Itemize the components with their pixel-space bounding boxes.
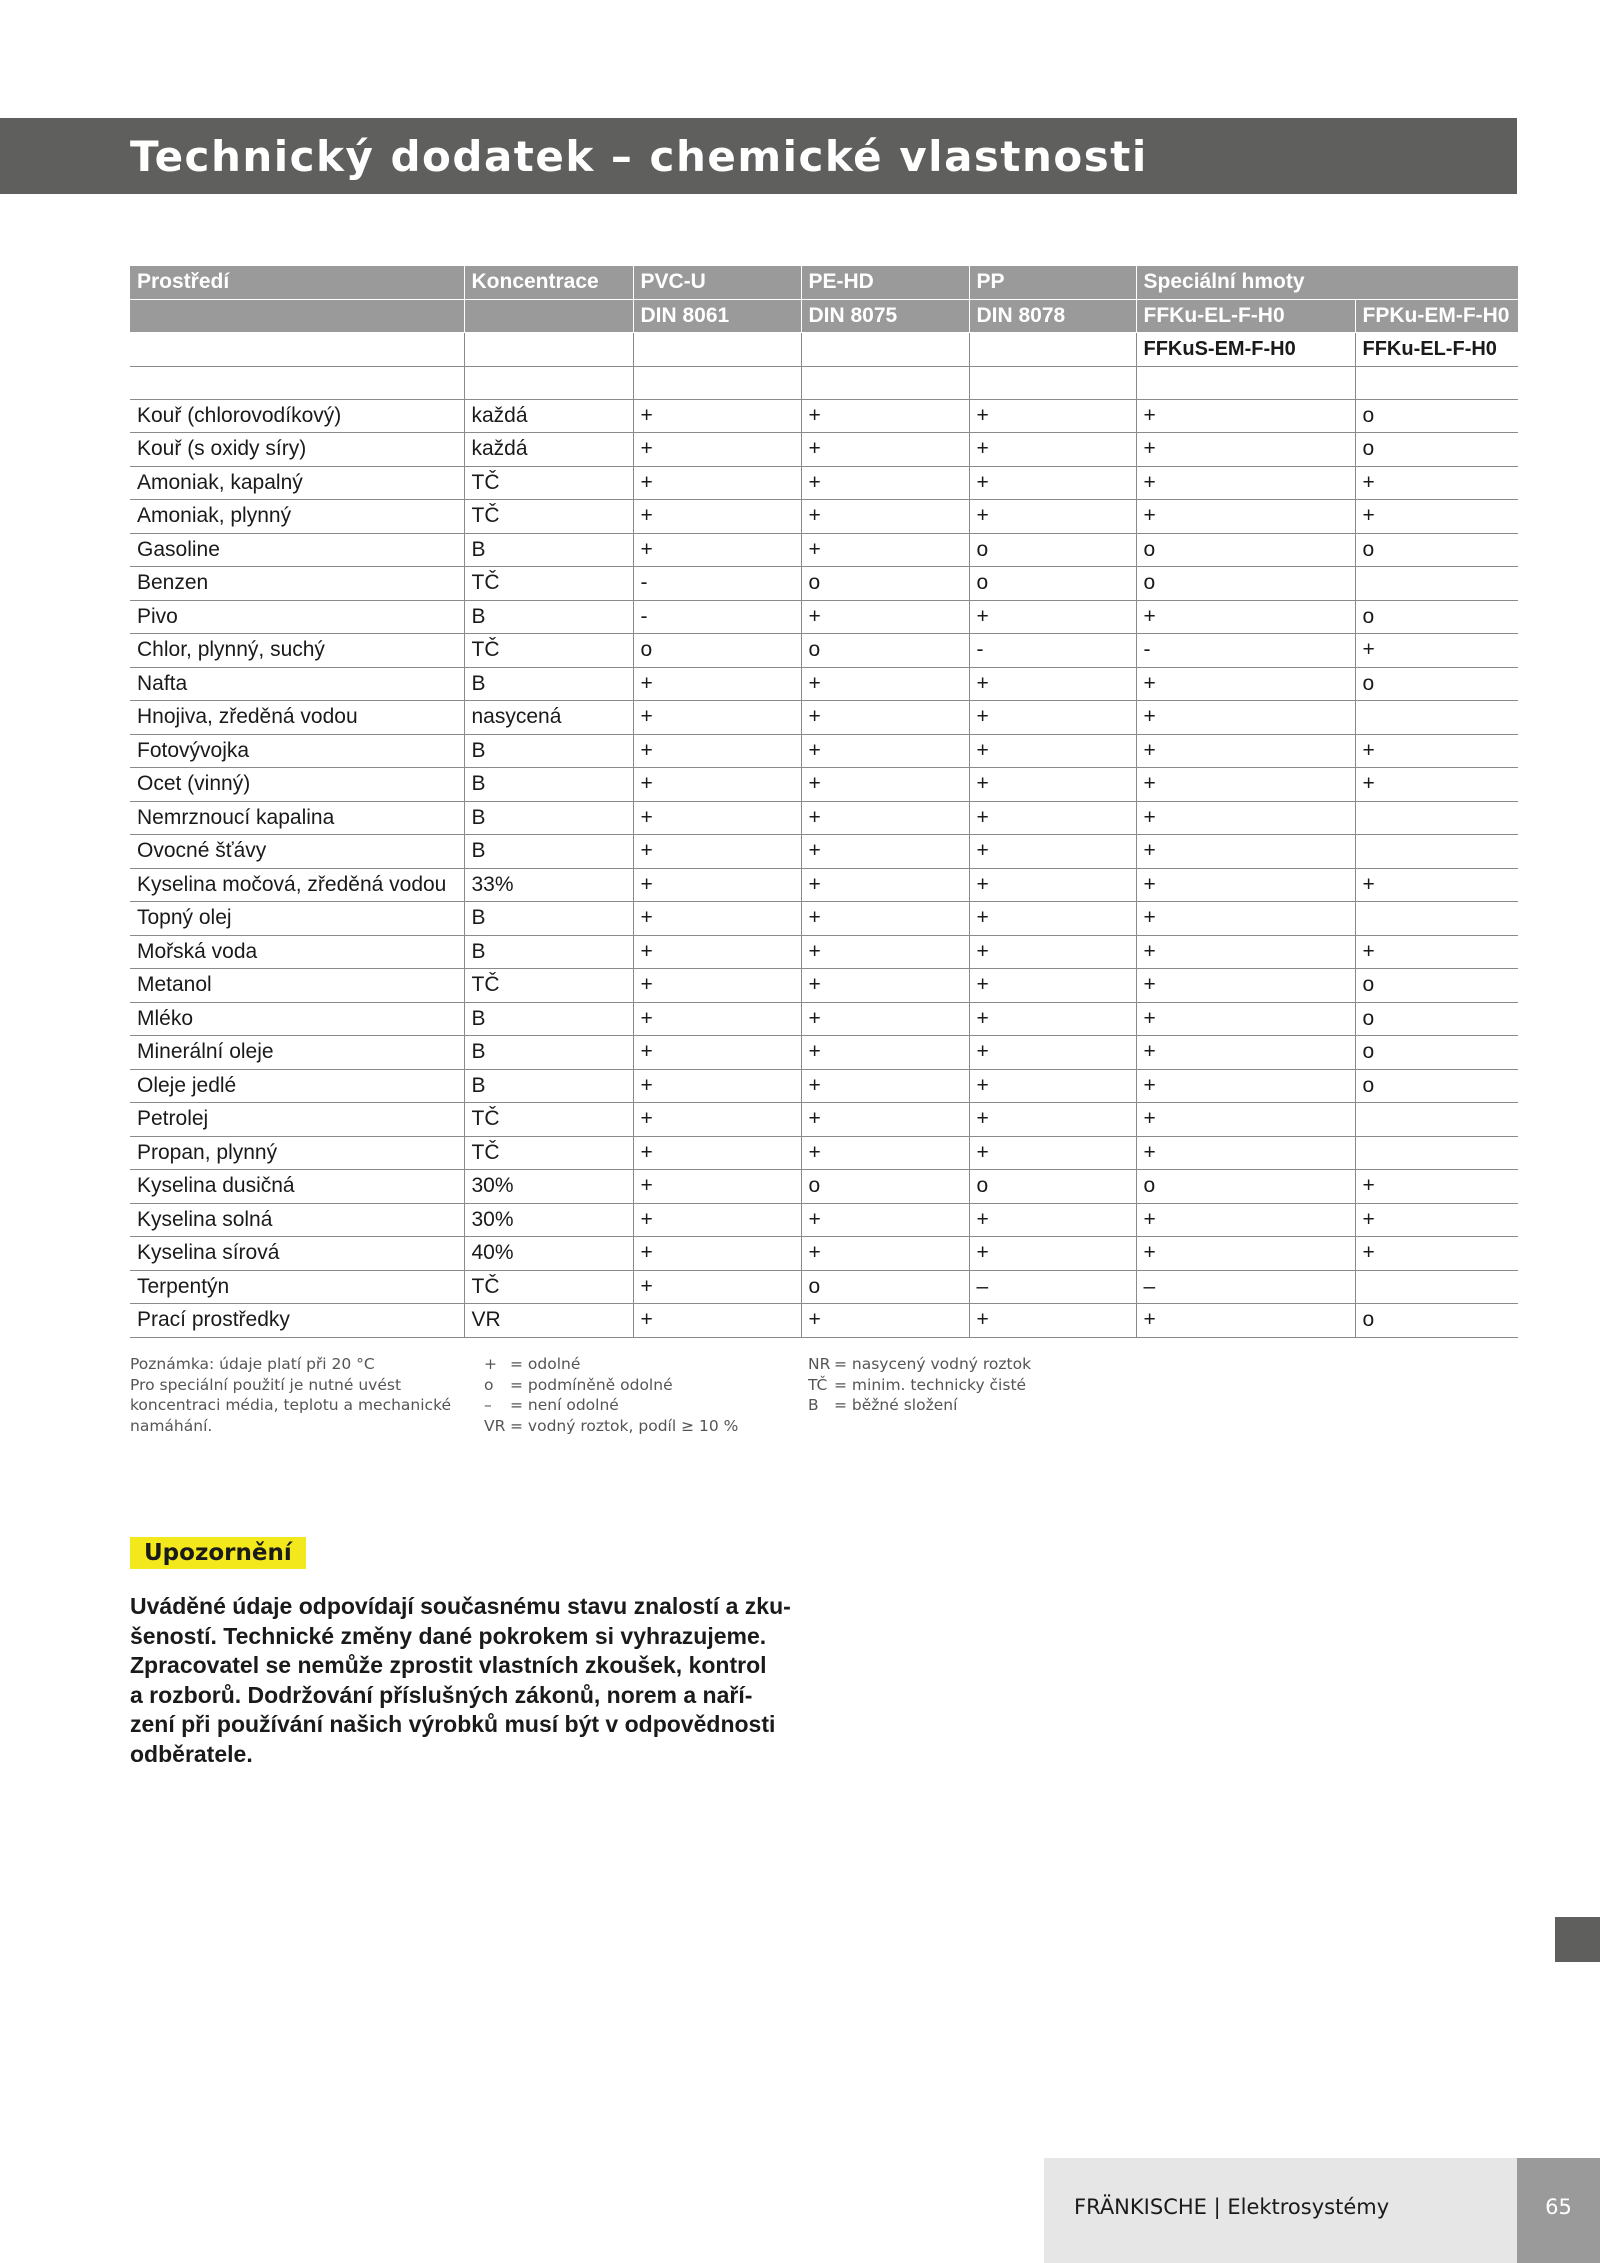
medium-cell: Amoniak, plynný bbox=[130, 500, 464, 534]
legend-symbol: + bbox=[484, 1355, 497, 1373]
note-line: Poznámka: údaje platí při 20 °C bbox=[130, 1355, 375, 1373]
rating-cell: - bbox=[633, 600, 801, 634]
rating-cell: + bbox=[801, 701, 969, 735]
rating-cell: + bbox=[633, 1304, 801, 1338]
rating-cell: + bbox=[801, 399, 969, 433]
notes-legend-symbols bbox=[484, 1354, 738, 1436]
rating-cell: + bbox=[801, 1136, 969, 1170]
rating-cell: + bbox=[969, 902, 1136, 936]
legend-text: = není odolné bbox=[510, 1396, 619, 1414]
chemical-resistance-table bbox=[130, 266, 1518, 1338]
rating-cell: + bbox=[801, 1069, 969, 1103]
rating-cell: + bbox=[1136, 1002, 1355, 1036]
header-cell bbox=[801, 333, 969, 367]
rating-cell: + bbox=[633, 1036, 801, 1070]
concentration-cell: každá bbox=[464, 399, 633, 433]
rating-cell: o bbox=[801, 634, 969, 668]
medium-cell: Benzen bbox=[130, 567, 464, 601]
rating-cell: + bbox=[801, 1304, 969, 1338]
concentration-cell: TČ bbox=[464, 567, 633, 601]
rating-cell: o bbox=[1136, 1170, 1355, 1204]
rating-cell: + bbox=[633, 701, 801, 735]
rating-cell: + bbox=[969, 1136, 1136, 1170]
header-cell: DIN 8061 bbox=[633, 299, 801, 333]
table-row bbox=[130, 1304, 1518, 1338]
table-row bbox=[130, 1069, 1518, 1103]
rating-cell: + bbox=[1136, 1136, 1355, 1170]
legend-symbol: – bbox=[484, 1396, 492, 1414]
table-row bbox=[130, 500, 1518, 534]
rating-cell: + bbox=[801, 835, 969, 869]
legend-entry bbox=[808, 1375, 1031, 1396]
medium-cell: Amoniak, kapalný bbox=[130, 466, 464, 500]
table-row bbox=[130, 768, 1518, 802]
concentration-cell: B bbox=[464, 1002, 633, 1036]
medium-cell: Metanol bbox=[130, 969, 464, 1003]
table-row bbox=[130, 634, 1518, 668]
rating-cell: + bbox=[1355, 500, 1518, 534]
side-tab-marker bbox=[1555, 1917, 1600, 1962]
rating-cell: + bbox=[1136, 1069, 1355, 1103]
medium-cell: Propan, plynný bbox=[130, 1136, 464, 1170]
legend-symbol: VR bbox=[484, 1416, 506, 1435]
rating-cell: + bbox=[633, 1170, 801, 1204]
medium-cell: Mléko bbox=[130, 1002, 464, 1036]
rating-cell: + bbox=[633, 1136, 801, 1170]
concentration-cell: TČ bbox=[464, 1270, 633, 1304]
rating-cell: + bbox=[801, 667, 969, 701]
rating-cell: + bbox=[1136, 667, 1355, 701]
medium-cell: Kyselina solná bbox=[130, 1203, 464, 1237]
rating-cell: + bbox=[969, 768, 1136, 802]
rating-cell: + bbox=[1355, 734, 1518, 768]
concentration-cell: TČ bbox=[464, 1103, 633, 1137]
rating-cell: + bbox=[801, 600, 969, 634]
rating-cell bbox=[1355, 835, 1518, 869]
rating-cell: + bbox=[1136, 768, 1355, 802]
table-row bbox=[130, 1136, 1518, 1170]
header-cell: Koncentrace bbox=[464, 266, 633, 299]
rating-cell: + bbox=[1355, 935, 1518, 969]
concentration-cell: B bbox=[464, 533, 633, 567]
table-spacer-row bbox=[130, 366, 1518, 399]
rating-cell: + bbox=[801, 969, 969, 1003]
notice-line: zení při používání našich výrobků musí být v odpovědnosti bbox=[130, 1711, 776, 1737]
medium-cell: Gasoline bbox=[130, 533, 464, 567]
rating-cell: + bbox=[969, 1069, 1136, 1103]
rating-cell: + bbox=[969, 1103, 1136, 1137]
rating-cell: o bbox=[633, 634, 801, 668]
legend-entry bbox=[484, 1395, 738, 1416]
rating-cell: + bbox=[1136, 801, 1355, 835]
rating-cell: + bbox=[633, 667, 801, 701]
legend-text: = podmíněně odolné bbox=[510, 1375, 673, 1394]
rating-cell: + bbox=[801, 734, 969, 768]
table-row bbox=[130, 701, 1518, 735]
legend-symbol: TČ bbox=[808, 1375, 828, 1394]
rating-cell: + bbox=[1355, 1170, 1518, 1204]
rating-cell: + bbox=[969, 600, 1136, 634]
table-row bbox=[130, 801, 1518, 835]
table-row bbox=[130, 969, 1518, 1003]
concentration-cell: TČ bbox=[464, 969, 633, 1003]
rating-cell: + bbox=[633, 1103, 801, 1137]
rating-cell: + bbox=[801, 1203, 969, 1237]
rating-cell bbox=[1355, 1103, 1518, 1137]
rating-cell: o bbox=[801, 567, 969, 601]
rating-cell: + bbox=[1136, 1237, 1355, 1271]
medium-cell: Prací prostředky bbox=[130, 1304, 464, 1338]
rating-cell: + bbox=[633, 399, 801, 433]
concentration-cell: VR bbox=[464, 1304, 633, 1338]
table-row bbox=[130, 1002, 1518, 1036]
medium-cell: Oleje jedlé bbox=[130, 1069, 464, 1103]
rating-cell: + bbox=[1136, 734, 1355, 768]
legend-text: = nasycený vodný roztok bbox=[834, 1355, 1032, 1373]
table-header-row-3 bbox=[130, 333, 1518, 367]
rating-cell bbox=[1355, 801, 1518, 835]
rating-cell: + bbox=[1136, 433, 1355, 467]
table-row bbox=[130, 935, 1518, 969]
rating-cell: + bbox=[801, 1237, 969, 1271]
medium-cell: Pivo bbox=[130, 600, 464, 634]
note-line: namáhání. bbox=[130, 1416, 213, 1435]
concentration-cell: TČ bbox=[464, 1136, 633, 1170]
concentration-cell: B bbox=[464, 935, 633, 969]
table-row bbox=[130, 533, 1518, 567]
rating-cell: o bbox=[1136, 567, 1355, 601]
rating-cell: + bbox=[801, 533, 969, 567]
rating-cell: o bbox=[1355, 433, 1518, 467]
table-row bbox=[130, 1203, 1518, 1237]
rating-cell: + bbox=[969, 500, 1136, 534]
notice-badge: Upozornění bbox=[130, 1537, 306, 1569]
rating-cell: + bbox=[1136, 500, 1355, 534]
rating-cell bbox=[1355, 701, 1518, 735]
rating-cell: + bbox=[801, 902, 969, 936]
rating-cell: + bbox=[633, 533, 801, 567]
title-bar bbox=[0, 118, 1517, 194]
rating-cell bbox=[1355, 902, 1518, 936]
rating-cell: + bbox=[969, 1304, 1136, 1338]
concentration-cell: B bbox=[464, 600, 633, 634]
header-cell: PE-HD bbox=[801, 266, 969, 299]
footer-page bbox=[1517, 2158, 1600, 2263]
table-row bbox=[130, 466, 1518, 500]
rating-cell: - bbox=[969, 634, 1136, 668]
medium-cell: Kyselina dusičná bbox=[130, 1170, 464, 1204]
rating-cell: + bbox=[801, 1103, 969, 1137]
rating-cell: + bbox=[633, 1237, 801, 1271]
medium-cell: Ocet (vinný) bbox=[130, 768, 464, 802]
rating-cell: + bbox=[969, 667, 1136, 701]
medium-cell: Nemrznoucí kapalina bbox=[130, 801, 464, 835]
table-row bbox=[130, 600, 1518, 634]
legend-entry bbox=[484, 1354, 738, 1375]
note-line: Pro speciální použití je nutné uvést bbox=[130, 1375, 402, 1394]
rating-cell: + bbox=[633, 768, 801, 802]
rating-cell: + bbox=[633, 835, 801, 869]
rating-cell: + bbox=[1355, 466, 1518, 500]
rating-cell: – bbox=[969, 1270, 1136, 1304]
rating-cell: + bbox=[1355, 868, 1518, 902]
rating-cell: + bbox=[969, 433, 1136, 467]
header-cell: PP bbox=[969, 266, 1136, 299]
rating-cell: + bbox=[969, 399, 1136, 433]
rating-cell: + bbox=[969, 1036, 1136, 1070]
rating-cell: o bbox=[1355, 1304, 1518, 1338]
footer-brand bbox=[1044, 2158, 1517, 2263]
header-cell: FFKuS-EM-F-H0 bbox=[1136, 333, 1355, 367]
medium-cell: Fotovývojka bbox=[130, 734, 464, 768]
rating-cell: o bbox=[1355, 1002, 1518, 1036]
concentration-cell: B bbox=[464, 768, 633, 802]
rating-cell: + bbox=[969, 868, 1136, 902]
rating-cell: + bbox=[633, 734, 801, 768]
concentration-cell: B bbox=[464, 801, 633, 835]
legend-symbol: NR bbox=[808, 1355, 831, 1373]
rating-cell: + bbox=[1136, 1203, 1355, 1237]
rating-cell: + bbox=[1136, 399, 1355, 433]
legend-symbol: B bbox=[808, 1396, 819, 1414]
rating-cell: + bbox=[633, 801, 801, 835]
rating-cell: + bbox=[633, 1270, 801, 1304]
concentration-cell: TČ bbox=[464, 466, 633, 500]
rating-cell: + bbox=[633, 902, 801, 936]
rating-cell: + bbox=[633, 1002, 801, 1036]
concentration-cell: 30% bbox=[464, 1203, 633, 1237]
rating-cell: + bbox=[633, 969, 801, 1003]
concentration-cell: B bbox=[464, 734, 633, 768]
rating-cell: + bbox=[1355, 634, 1518, 668]
rating-cell: + bbox=[969, 1237, 1136, 1271]
rating-cell: + bbox=[633, 868, 801, 902]
concentration-cell: 40% bbox=[464, 1237, 633, 1271]
medium-cell: Kyselina sírová bbox=[130, 1237, 464, 1271]
concentration-cell: B bbox=[464, 835, 633, 869]
footer-brand-label: FRÄNKISCHE | Elektrosystémy bbox=[1074, 2195, 1390, 2219]
legend-entry bbox=[484, 1375, 738, 1396]
concentration-cell: B bbox=[464, 1036, 633, 1070]
header-cell bbox=[464, 333, 633, 367]
table-row bbox=[130, 734, 1518, 768]
rating-cell bbox=[1355, 1136, 1518, 1170]
rating-cell: o bbox=[1355, 600, 1518, 634]
rating-cell: + bbox=[633, 500, 801, 534]
medium-cell: Kyselina močová, zředěná vodou bbox=[130, 868, 464, 902]
rating-cell: + bbox=[801, 466, 969, 500]
rating-cell: + bbox=[1136, 902, 1355, 936]
rating-cell: + bbox=[633, 935, 801, 969]
table-row bbox=[130, 1103, 1518, 1137]
rating-cell: + bbox=[1136, 868, 1355, 902]
note-line: koncentraci média, teplotu a mechanické bbox=[130, 1396, 452, 1414]
medium-cell: Terpentýn bbox=[130, 1270, 464, 1304]
header-cell bbox=[130, 299, 464, 333]
rating-cell: o bbox=[969, 1170, 1136, 1204]
rating-cell: + bbox=[969, 835, 1136, 869]
rating-cell: + bbox=[801, 801, 969, 835]
rating-cell: + bbox=[1136, 701, 1355, 735]
rating-cell: + bbox=[1136, 1103, 1355, 1137]
medium-cell: Petrolej bbox=[130, 1103, 464, 1137]
page-title: Technický dodatek – chemické vlastnosti bbox=[130, 132, 1148, 181]
table-row bbox=[130, 667, 1518, 701]
header-cell: DIN 8078 bbox=[969, 299, 1136, 333]
notice-text bbox=[130, 1592, 830, 1769]
rating-cell: o bbox=[969, 567, 1136, 601]
medium-cell: Hnojiva, zředěná vodou bbox=[130, 701, 464, 735]
medium-cell: Chlor, plynný, suchý bbox=[130, 634, 464, 668]
rating-cell: + bbox=[969, 1002, 1136, 1036]
table-row bbox=[130, 399, 1518, 433]
medium-cell: Kouř (chlorovodíkový) bbox=[130, 399, 464, 433]
legend-text: = minim. technicky čisté bbox=[834, 1375, 1027, 1394]
rating-cell: o bbox=[1355, 1069, 1518, 1103]
legend-symbol: o bbox=[484, 1375, 494, 1394]
header-cell bbox=[969, 333, 1136, 367]
rating-cell: + bbox=[1136, 935, 1355, 969]
legend-entry bbox=[808, 1354, 1031, 1375]
rating-cell: o bbox=[969, 533, 1136, 567]
concentration-cell: TČ bbox=[464, 500, 633, 534]
rating-cell: o bbox=[1355, 1036, 1518, 1070]
rating-cell: + bbox=[969, 701, 1136, 735]
header-cell bbox=[130, 333, 464, 367]
rating-cell: o bbox=[801, 1270, 969, 1304]
rating-cell: + bbox=[1355, 1203, 1518, 1237]
header-cell: Speciální hmoty bbox=[1136, 266, 1518, 299]
rating-cell: - bbox=[633, 567, 801, 601]
rating-cell: o bbox=[1136, 533, 1355, 567]
concentration-cell: B bbox=[464, 902, 633, 936]
rating-cell: + bbox=[1136, 600, 1355, 634]
legend-entry bbox=[808, 1395, 1031, 1416]
rating-cell: + bbox=[969, 935, 1136, 969]
header-cell: FFKu-EL-F-H0 bbox=[1355, 333, 1518, 367]
rating-cell: + bbox=[969, 1203, 1136, 1237]
header-cell: FFKu-EL-F-H0 bbox=[1136, 299, 1355, 333]
rating-cell: + bbox=[801, 768, 969, 802]
header-cell bbox=[464, 299, 633, 333]
rating-cell bbox=[1355, 567, 1518, 601]
rating-cell: o bbox=[1355, 533, 1518, 567]
rating-cell: + bbox=[1136, 969, 1355, 1003]
rating-cell: + bbox=[801, 500, 969, 534]
notice-line: a rozborů. Dodržování příslušných zákonů, norem a naří- bbox=[130, 1681, 753, 1708]
rating-cell: + bbox=[1136, 1304, 1355, 1338]
medium-cell: Kouř (s oxidy síry) bbox=[130, 433, 464, 467]
legend-text: = běžné složení bbox=[834, 1396, 958, 1414]
notice-line: Uváděné údaje odpovídají současnému stavu znalostí a zku- bbox=[130, 1593, 791, 1619]
rating-cell: + bbox=[801, 433, 969, 467]
rating-cell: + bbox=[633, 1203, 801, 1237]
concentration-cell: každá bbox=[464, 433, 633, 467]
concentration-cell: 33% bbox=[464, 868, 633, 902]
header-cell: DIN 8075 bbox=[801, 299, 969, 333]
medium-cell: Mořská voda bbox=[130, 935, 464, 969]
notes-legend-abbreviations bbox=[808, 1354, 1031, 1416]
legend-text: = odolné bbox=[510, 1355, 581, 1373]
table-row bbox=[130, 1170, 1518, 1204]
table-row bbox=[130, 835, 1518, 869]
rating-cell: + bbox=[801, 1036, 969, 1070]
rating-cell: + bbox=[1136, 1036, 1355, 1070]
page-number: 65 bbox=[1545, 2195, 1572, 2219]
table-row bbox=[130, 567, 1518, 601]
rating-cell: + bbox=[969, 466, 1136, 500]
rating-cell: o bbox=[1355, 969, 1518, 1003]
notice-line: Zpracovatel se nemůže zprostit vlastních zkoušek, kontrol bbox=[130, 1652, 767, 1678]
rating-cell: + bbox=[1136, 835, 1355, 869]
rating-cell: + bbox=[801, 1002, 969, 1036]
notice-line: odběratele. bbox=[130, 1740, 253, 1767]
table-row bbox=[130, 902, 1518, 936]
rating-cell: + bbox=[969, 734, 1136, 768]
concentration-cell: B bbox=[464, 1069, 633, 1103]
rating-cell: o bbox=[801, 1170, 969, 1204]
rating-cell: o bbox=[1355, 667, 1518, 701]
rating-cell: + bbox=[801, 868, 969, 902]
table-row bbox=[130, 1270, 1518, 1304]
rating-cell: o bbox=[1355, 399, 1518, 433]
legend-text: = vodný roztok, podíl ≥ 10 % bbox=[510, 1416, 739, 1435]
table-row bbox=[130, 433, 1518, 467]
header-cell bbox=[633, 333, 801, 367]
medium-cell: Topný olej bbox=[130, 902, 464, 936]
legend-entry bbox=[484, 1416, 738, 1437]
rating-cell: + bbox=[969, 801, 1136, 835]
rating-cell: + bbox=[633, 433, 801, 467]
medium-cell: Minerální oleje bbox=[130, 1036, 464, 1070]
table-row bbox=[130, 1036, 1518, 1070]
rating-cell: + bbox=[633, 1069, 801, 1103]
rating-cell: + bbox=[1355, 1237, 1518, 1271]
table-header-row-1 bbox=[130, 266, 1518, 299]
header-cell: FPKu-EM-F-H0 bbox=[1355, 299, 1518, 333]
header-cell: Prostředí bbox=[130, 266, 464, 299]
table-row bbox=[130, 1237, 1518, 1271]
notes-remark bbox=[130, 1354, 451, 1436]
rating-cell: - bbox=[1136, 634, 1355, 668]
medium-cell: Nafta bbox=[130, 667, 464, 701]
medium-cell: Ovocné šťávy bbox=[130, 835, 464, 869]
rating-cell: + bbox=[633, 466, 801, 500]
rating-cell bbox=[1355, 1270, 1518, 1304]
rating-cell: + bbox=[801, 935, 969, 969]
rating-cell: + bbox=[1136, 466, 1355, 500]
concentration-cell: nasycená bbox=[464, 701, 633, 735]
rating-cell: – bbox=[1136, 1270, 1355, 1304]
concentration-cell: TČ bbox=[464, 634, 633, 668]
notice-line: šeností. Technické změny dané pokrokem si vyhrazujeme. bbox=[130, 1622, 767, 1649]
table-row bbox=[130, 868, 1518, 902]
rating-cell: + bbox=[1355, 768, 1518, 802]
rating-cell: + bbox=[969, 969, 1136, 1003]
concentration-cell: B bbox=[464, 667, 633, 701]
table-header-row-2 bbox=[130, 299, 1518, 333]
header-cell: PVC-U bbox=[633, 266, 801, 299]
concentration-cell: 30% bbox=[464, 1170, 633, 1204]
